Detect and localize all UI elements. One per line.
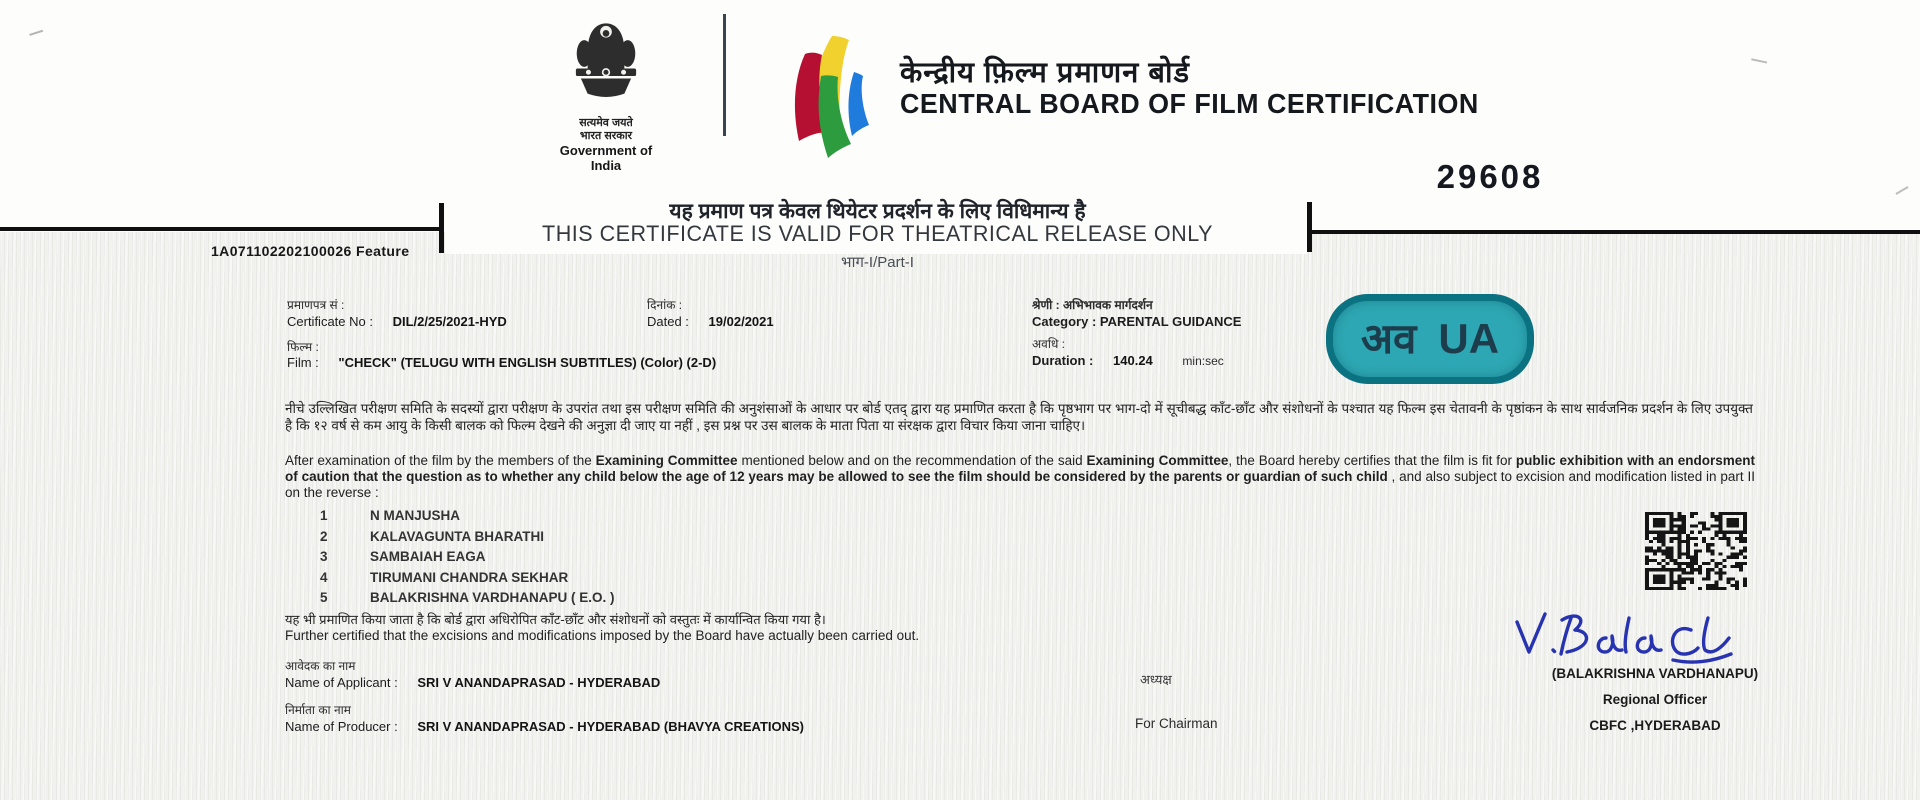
rating-badge-english: UA [1438, 315, 1500, 362]
applicant-label: Name of Applicant : [285, 675, 398, 690]
list-item [320, 590, 615, 611]
certificate-no-label: Certificate No : [287, 314, 373, 329]
scan-mark [27, 22, 43, 36]
cert-seg-bold: Examining Committee [1086, 453, 1229, 468]
band-rule-left [0, 227, 441, 231]
government-emblem-block [546, 20, 666, 173]
emblem-motto: सत्यमेव जयते [579, 117, 633, 129]
producer-label-hindi: निर्माता का नाम [285, 703, 351, 717]
board-name-english: CENTRAL BOARD OF FILM CERTIFICATION [900, 88, 1479, 119]
band-bar-right [1307, 202, 1312, 252]
part-label: भाग-I/Part-I [841, 254, 914, 271]
member-number: 5 [320, 590, 328, 605]
producer-label: Name of Producer : [285, 719, 398, 734]
member-number: 2 [320, 528, 328, 544]
list-item [320, 570, 615, 591]
scan-mark [1891, 179, 1908, 195]
certificate-no-row [287, 314, 507, 329]
for-chairman-label: For Chairman [1135, 716, 1218, 731]
cert-seg: , the Board hereby certifies that the film is fit for [1228, 453, 1516, 468]
member-number: 3 [320, 549, 328, 564]
member-name: TIRUMANI CHANDRA SEKHAR [370, 569, 569, 585]
category-value-hindi: अभिभावक मार्गदर्शन [1062, 298, 1153, 312]
committee-member-list [320, 508, 615, 611]
producer-row [285, 719, 804, 734]
cert-seg-bold: public exhibition with an endorsment of caution that the question as to whether any child below the age of 12 years may be allowed to see the film should be considered by the parents or guardian of such child [285, 453, 1756, 484]
signature-icon [1505, 606, 1735, 664]
board-name-hindi: केन्द्रीय फ़िल्म प्रमाणन बोर्ड [900, 57, 1190, 89]
band-bar-left [439, 203, 444, 253]
header-divider [723, 14, 726, 136]
further-certified-english: Further certified that the excisions and modifications imposed by the Board have actually been carried out. [285, 628, 920, 643]
signatory-title: Regional Officer [1602, 692, 1708, 707]
application-reference: 1A071102202100026 Feature [211, 243, 410, 259]
duration-unit: min:sec [1182, 354, 1224, 368]
further-certified-hindi: यह भी प्रमाणित किया जाता है कि बोर्ड द्वारा अधिरोपित काँट-छाँट और संशोधनों को वस्तुतः में कार्यान्वित किया गया है। [285, 612, 826, 627]
member-name: N MANJUSHA [370, 508, 461, 523]
member-number: 1 [320, 508, 328, 523]
signatory-name: (BALAKRISHNA VARDHANAPU) [1551, 666, 1759, 681]
member-name: BALAKRISHNA VARDHANAPU ( E.O. ) [370, 590, 615, 605]
cert-seg-bold: Examining Committee [595, 453, 738, 468]
validity-statement-hindi: यह प्रमाण पत्र केवल थियेटर प्रदर्शन के लिए विधिमान्य है [669, 200, 1086, 223]
certification-text-english [285, 453, 1755, 500]
cbfc-logo-icon [775, 34, 885, 164]
cert-seg: , and also subject to excision and modification listed in part II on the reverse : [285, 468, 1756, 500]
chairman-label-hindi: अध्यक्ष [1140, 672, 1172, 687]
certificate-serial-number: 29608 [1436, 158, 1544, 195]
member-name: KALAVAGUNTA BHARATHI [370, 528, 544, 544]
film-title-value: "CHECK" (TELUGU WITH ENGLISH SUBTITLES) (Color) (2-D) [338, 355, 717, 370]
dated-value: 19/02/2021 [708, 314, 774, 329]
applicant-row [285, 675, 660, 690]
qr-code [1645, 512, 1747, 590]
film-label-hindi: फिल्म : [287, 340, 319, 354]
list-item [320, 508, 615, 529]
cert-seg: After examination of the film by the members of the [285, 453, 596, 468]
band-rule-right [1312, 230, 1920, 234]
list-item [320, 529, 615, 550]
certificate-no-label-hindi: प्रमाणपत्र सं : [287, 298, 345, 312]
producer-value: SRI V ANANDAPRASAD - HYDERABAD (BHAVYA CREATIONS) [417, 719, 804, 734]
duration-row [1032, 353, 1224, 368]
duration-value: 140.24 [1113, 353, 1153, 368]
applicant-value: SRI V ANANDAPRASAD - HYDERABAD [417, 675, 661, 690]
list-item [320, 549, 615, 570]
film-row [287, 355, 716, 370]
category-row: Category : PARENTAL GUIDANCE [1032, 314, 1242, 329]
cert-seg: mentioned below and on the recommendation of the said [737, 453, 1087, 468]
dated-label-hindi: दिनांक : [647, 298, 683, 312]
member-number: 4 [320, 569, 328, 585]
dated-label: Dated : [647, 314, 689, 329]
duration-label-hindi: अवधि : [1032, 337, 1065, 351]
scan-mark [1751, 50, 1769, 63]
film-label: Film : [287, 355, 319, 370]
rating-badge-ua [1326, 294, 1534, 384]
category-label-hindi: श्रेणी : [1032, 298, 1060, 312]
emblem-bharat-sarkar: भारत सरकार [579, 130, 633, 142]
category-row-hindi [1032, 296, 1153, 313]
rating-badge-hindi: अव [1360, 315, 1417, 362]
dated-row [647, 314, 774, 329]
validity-statement-english: THIS CERTIFICATE IS VALID FOR THEATRICAL RELEASE ONLY [542, 221, 1213, 246]
government-of-india-label: Government of India [559, 143, 653, 173]
applicant-label-hindi: आवेदक का नाम [285, 659, 356, 673]
certificate-no-value: DIL/2/25/2021-HYD [392, 314, 507, 329]
member-name: SAMBAIAH EAGA [370, 549, 486, 564]
ashoka-emblem-icon [564, 99, 648, 116]
certification-text-hindi: नीचे उल्लिखित परीक्षण समिति के सदस्यों द्वारा परीक्षण के उपरांत तथा इस परीक्षण समिति की अनुशंसाओं के आधार पर बोर्ड एतद् द्वारा यह प्रमाणित करता है कि पृष्ठभाग पर भाग-दो में सूचीबद्ध काँट-छाँट और संशोधनों के पश्चात यह फिल्म इस चेतावनी के पृष्ठांकन के साथ सार्वजनिक प्रदर्शन के लिए उपयुक्त है कि १२ वर्ष से कम आयु के किसी बालक को फिल्म देखने की अनुज्ञा दी जाए या नहीं , इस प्रश्न पर उस बालक के माता पिता या संरक्षक द्वारा विचार किया जाना चाहिए। [285, 401, 1753, 433]
signatory-organisation: CBFC ,HYDERABAD [1589, 718, 1721, 733]
duration-label: Duration : [1032, 353, 1094, 368]
